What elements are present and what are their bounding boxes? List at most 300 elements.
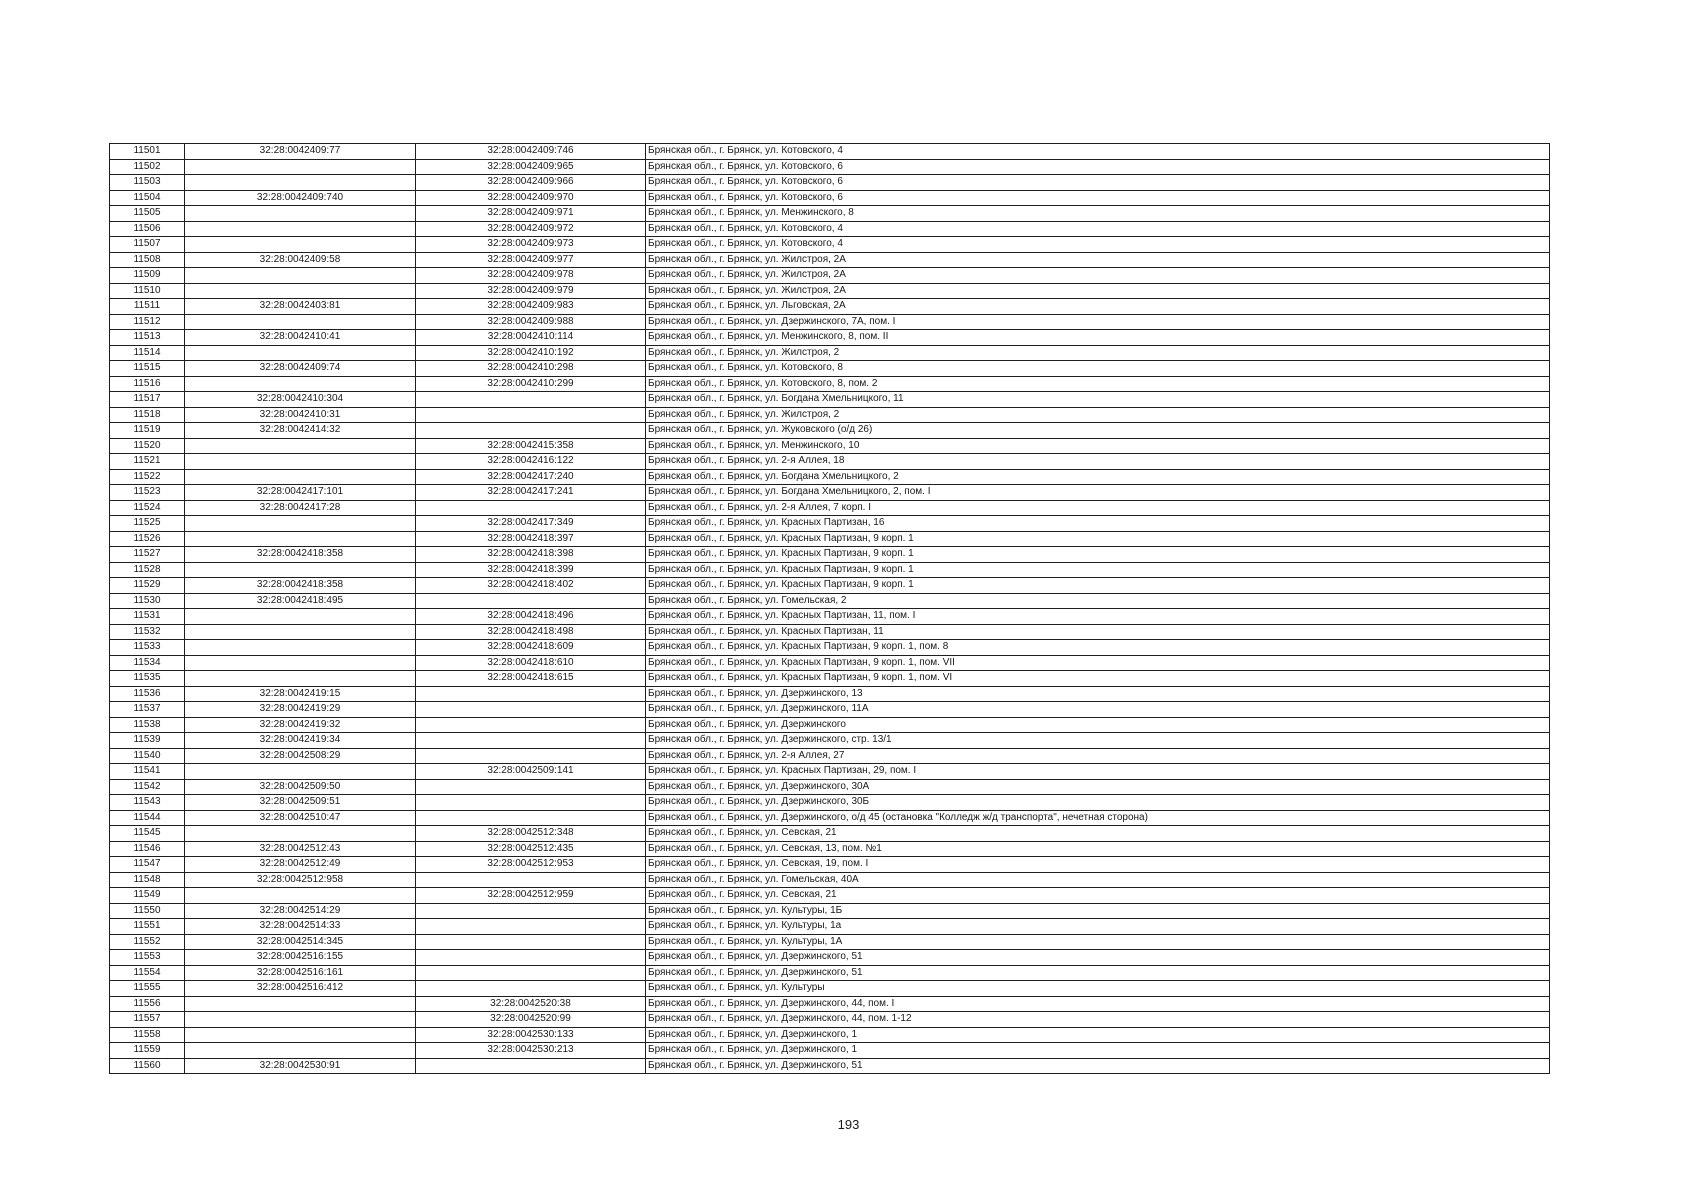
table-row <box>110 996 1550 1012</box>
building-cadastral-number-cell <box>416 795 646 811</box>
row-number-cell: 11540 <box>110 748 185 764</box>
table-row <box>110 795 1550 811</box>
address-cell: Брянская обл., г. Брянск, ул. Дзержинского <box>646 717 1550 733</box>
table-row <box>110 717 1550 733</box>
table-row <box>110 655 1550 671</box>
land-cadastral-number-cell: 32:28:0042418:495 <box>185 593 416 609</box>
address-cell: Брянская обл., г. Брянск, ул. Культуры, 1Б <box>646 903 1550 919</box>
land-cadastral-number-cell <box>185 1012 416 1028</box>
building-cadastral-number-cell: 32:28:0042418:615 <box>416 671 646 687</box>
table-row <box>110 1058 1550 1074</box>
row-number-cell: 11532 <box>110 624 185 640</box>
table-row <box>110 531 1550 547</box>
building-cadastral-number-cell: 32:28:0042512:348 <box>416 826 646 842</box>
row-number-cell: 11560 <box>110 1058 185 1074</box>
row-number-cell: 11511 <box>110 299 185 315</box>
table-body <box>110 144 1550 1074</box>
building-cadastral-number-cell: 32:28:0042418:397 <box>416 531 646 547</box>
row-number-cell: 11544 <box>110 810 185 826</box>
row-number-cell: 11503 <box>110 175 185 191</box>
building-cadastral-number-cell: 32:28:0042409:979 <box>416 283 646 299</box>
land-cadastral-number-cell <box>185 175 416 191</box>
row-number-cell: 11514 <box>110 345 185 361</box>
building-cadastral-number-cell: 32:28:0042512:959 <box>416 888 646 904</box>
table-row <box>110 748 1550 764</box>
address-cell: Брянская обл., г. Брянск, ул. Котовского, 8, пом. 2 <box>646 376 1550 392</box>
address-cell: Брянская обл., г. Брянск, ул. Дзержинского, 30А <box>646 779 1550 795</box>
row-number-cell: 11535 <box>110 671 185 687</box>
land-cadastral-number-cell: 32:28:0042508:29 <box>185 748 416 764</box>
land-cadastral-number-cell <box>185 624 416 640</box>
building-cadastral-number-cell: 32:28:0042417:349 <box>416 516 646 532</box>
address-cell: Брянская обл., г. Брянск, ул. Менжинского, 10 <box>646 438 1550 454</box>
building-cadastral-number-cell <box>416 779 646 795</box>
address-cell: Брянская обл., г. Брянск, ул. Красных Партизан, 29, пом. I <box>646 764 1550 780</box>
building-cadastral-number-cell <box>416 733 646 749</box>
address-cell: Брянская обл., г. Брянск, ул. Дзержинского, 44, пом. I <box>646 996 1550 1012</box>
cadastral-table <box>109 143 1550 1074</box>
row-number-cell: 11528 <box>110 562 185 578</box>
building-cadastral-number-cell: 32:28:0042418:496 <box>416 609 646 625</box>
land-cadastral-number-cell <box>185 345 416 361</box>
table-row <box>110 671 1550 687</box>
land-cadastral-number-cell <box>185 237 416 253</box>
building-cadastral-number-cell <box>416 702 646 718</box>
row-number-cell: 11547 <box>110 857 185 873</box>
building-cadastral-number-cell: 32:28:0042409:978 <box>416 268 646 284</box>
address-cell: Брянская обл., г. Брянск, ул. Жилстроя, 2А <box>646 252 1550 268</box>
table-row <box>110 841 1550 857</box>
table-row <box>110 609 1550 625</box>
table-row <box>110 934 1550 950</box>
address-cell: Брянская обл., г. Брянск, ул. Дзержинского, 1 <box>646 1043 1550 1059</box>
table-row <box>110 1043 1550 1059</box>
land-cadastral-number-cell <box>185 206 416 222</box>
building-cadastral-number-cell: 32:28:0042409:972 <box>416 221 646 237</box>
address-cell: Брянская обл., г. Брянск, ул. 2-я Аллея, 27 <box>646 748 1550 764</box>
row-number-cell: 11505 <box>110 206 185 222</box>
table-row <box>110 206 1550 222</box>
table-row <box>110 981 1550 997</box>
table-row <box>110 686 1550 702</box>
address-cell: Брянская обл., г. Брянск, ул. Красных Партизан, 16 <box>646 516 1550 532</box>
address-cell: Брянская обл., г. Брянск, ул. 2-я Аллея, 7 корп. I <box>646 500 1550 516</box>
building-cadastral-number-cell: 32:28:0042417:241 <box>416 485 646 501</box>
row-number-cell: 11555 <box>110 981 185 997</box>
land-cadastral-number-cell <box>185 826 416 842</box>
land-cadastral-number-cell: 32:28:0042516:412 <box>185 981 416 997</box>
land-cadastral-number-cell <box>185 609 416 625</box>
address-cell: Брянская обл., г. Брянск, ул. Красных Партизан, 9 корп. 1, пом. 8 <box>646 640 1550 656</box>
table-row <box>110 175 1550 191</box>
building-cadastral-number-cell: 32:28:0042409:983 <box>416 299 646 315</box>
row-number-cell: 11545 <box>110 826 185 842</box>
building-cadastral-number-cell <box>416 593 646 609</box>
address-cell: Брянская обл., г. Брянск, ул. Котовского, 4 <box>646 237 1550 253</box>
land-cadastral-number-cell <box>185 516 416 532</box>
address-cell: Брянская обл., г. Брянск, ул. Котовского, 4 <box>646 144 1550 160</box>
land-cadastral-number-cell <box>185 159 416 175</box>
row-number-cell: 11520 <box>110 438 185 454</box>
building-cadastral-number-cell: 32:28:0042417:240 <box>416 469 646 485</box>
row-number-cell: 11510 <box>110 283 185 299</box>
row-number-cell: 11502 <box>110 159 185 175</box>
address-cell: Брянская обл., г. Брянск, ул. Красных Партизан, 11, пом. I <box>646 609 1550 625</box>
address-cell: Брянская обл., г. Брянск, ул. Севская, 13, пом. №1 <box>646 841 1550 857</box>
address-cell: Брянская обл., г. Брянск, ул. Дзержинского, о/д 45 (остановка "Колледж ж/д транспорта", нечетная сторона) <box>646 810 1550 826</box>
land-cadastral-number-cell <box>185 671 416 687</box>
table-row <box>110 810 1550 826</box>
row-number-cell: 11526 <box>110 531 185 547</box>
row-number-cell: 11508 <box>110 252 185 268</box>
table-row <box>110 733 1550 749</box>
table-row <box>110 903 1550 919</box>
building-cadastral-number-cell: 32:28:0042418:399 <box>416 562 646 578</box>
building-cadastral-number-cell: 32:28:0042409:970 <box>416 190 646 206</box>
land-cadastral-number-cell <box>185 1043 416 1059</box>
address-cell: Брянская обл., г. Брянск, ул. Гомельская, 2 <box>646 593 1550 609</box>
table-row <box>110 237 1550 253</box>
building-cadastral-number-cell: 32:28:0042509:141 <box>416 764 646 780</box>
land-cadastral-number-cell: 32:28:0042512:958 <box>185 872 416 888</box>
row-number-cell: 11527 <box>110 547 185 563</box>
address-cell: Брянская обл., г. Брянск, ул. Жилстроя, 2А <box>646 283 1550 299</box>
land-cadastral-number-cell <box>185 764 416 780</box>
row-number-cell: 11524 <box>110 500 185 516</box>
row-number-cell: 11549 <box>110 888 185 904</box>
building-cadastral-number-cell <box>416 810 646 826</box>
row-number-cell: 11523 <box>110 485 185 501</box>
land-cadastral-number-cell: 32:28:0042403:81 <box>185 299 416 315</box>
address-cell: Брянская обл., г. Брянск, ул. Дзержинского, 1 <box>646 1027 1550 1043</box>
row-number-cell: 11558 <box>110 1027 185 1043</box>
address-cell: Брянская обл., г. Брянск, ул. Севская, 21 <box>646 826 1550 842</box>
table-row <box>110 500 1550 516</box>
land-cadastral-number-cell: 32:28:0042516:161 <box>185 965 416 981</box>
address-cell: Брянская обл., г. Брянск, ул. 2-я Аллея, 18 <box>646 454 1550 470</box>
row-number-cell: 11539 <box>110 733 185 749</box>
row-number-cell: 11513 <box>110 330 185 346</box>
table-row <box>110 485 1550 501</box>
table-row <box>110 779 1550 795</box>
address-cell: Брянская обл., г. Брянск, ул. Красных Партизан, 9 корп. 1 <box>646 531 1550 547</box>
address-cell: Брянская обл., г. Брянск, ул. Богдана Хмельницкого, 2, пом. I <box>646 485 1550 501</box>
land-cadastral-number-cell: 32:28:0042514:29 <box>185 903 416 919</box>
table-row <box>110 919 1550 935</box>
table-row <box>110 283 1550 299</box>
table-row <box>110 624 1550 640</box>
address-cell: Брянская обл., г. Брянск, ул. Льговская, 2А <box>646 299 1550 315</box>
address-cell: Брянская обл., г. Брянск, ул. Дзержинского, 7А, пом. I <box>646 314 1550 330</box>
land-cadastral-number-cell: 32:28:0042409:58 <box>185 252 416 268</box>
land-cadastral-number-cell: 32:28:0042417:28 <box>185 500 416 516</box>
land-cadastral-number-cell <box>185 888 416 904</box>
land-cadastral-number-cell <box>185 454 416 470</box>
address-cell: Брянская обл., г. Брянск, ул. Жилстроя, 2 <box>646 345 1550 361</box>
address-cell: Брянская обл., г. Брянск, ул. Дзержинского, 11А <box>646 702 1550 718</box>
address-cell: Брянская обл., г. Брянск, ул. Менжинского, 8 <box>646 206 1550 222</box>
building-cadastral-number-cell: 32:28:0042520:38 <box>416 996 646 1012</box>
table-row <box>110 1012 1550 1028</box>
land-cadastral-number-cell <box>185 221 416 237</box>
building-cadastral-number-cell: 32:28:0042410:192 <box>416 345 646 361</box>
row-number-cell: 11529 <box>110 578 185 594</box>
building-cadastral-number-cell <box>416 423 646 439</box>
building-cadastral-number-cell <box>416 903 646 919</box>
land-cadastral-number-cell <box>185 640 416 656</box>
land-cadastral-number-cell: 32:28:0042514:33 <box>185 919 416 935</box>
land-cadastral-number-cell <box>185 283 416 299</box>
land-cadastral-number-cell <box>185 996 416 1012</box>
row-number-cell: 11531 <box>110 609 185 625</box>
row-number-cell: 11559 <box>110 1043 185 1059</box>
row-number-cell: 11551 <box>110 919 185 935</box>
row-number-cell: 11516 <box>110 376 185 392</box>
row-number-cell: 11536 <box>110 686 185 702</box>
table-row <box>110 221 1550 237</box>
table-row <box>110 516 1550 532</box>
row-number-cell: 11521 <box>110 454 185 470</box>
table-row <box>110 423 1550 439</box>
address-cell: Брянская обл., г. Брянск, ул. Дзержинского, 51 <box>646 950 1550 966</box>
land-cadastral-number-cell: 32:28:0042419:34 <box>185 733 416 749</box>
land-cadastral-number-cell: 32:28:0042509:50 <box>185 779 416 795</box>
address-cell: Брянская обл., г. Брянск, ул. Дзержинского, 30Б <box>646 795 1550 811</box>
table-row <box>110 314 1550 330</box>
address-cell: Брянская обл., г. Брянск, ул. Жилстроя, 2А <box>646 268 1550 284</box>
building-cadastral-number-cell: 32:28:0042409:971 <box>416 206 646 222</box>
table-row <box>110 857 1550 873</box>
land-cadastral-number-cell: 32:28:0042419:29 <box>185 702 416 718</box>
table-row <box>110 888 1550 904</box>
building-cadastral-number-cell: 32:28:0042418:610 <box>416 655 646 671</box>
building-cadastral-number-cell: 32:28:0042409:965 <box>416 159 646 175</box>
address-cell: Брянская обл., г. Брянск, ул. Красных Партизан, 11 <box>646 624 1550 640</box>
table-row <box>110 376 1550 392</box>
address-cell: Брянская обл., г. Брянск, ул. Севская, 19, пом. I <box>646 857 1550 873</box>
table-row <box>110 190 1550 206</box>
land-cadastral-number-cell: 32:28:0042530:91 <box>185 1058 416 1074</box>
building-cadastral-number-cell <box>416 934 646 950</box>
building-cadastral-number-cell: 32:28:0042418:498 <box>416 624 646 640</box>
address-cell: Брянская обл., г. Брянск, ул. Красных Партизан, 9 корп. 1, пом. VI <box>646 671 1550 687</box>
building-cadastral-number-cell: 32:28:0042409:977 <box>416 252 646 268</box>
building-cadastral-number-cell: 32:28:0042520:99 <box>416 1012 646 1028</box>
building-cadastral-number-cell <box>416 1058 646 1074</box>
land-cadastral-number-cell <box>185 469 416 485</box>
address-cell: Брянская обл., г. Брянск, ул. Севская, 21 <box>646 888 1550 904</box>
address-cell: Брянская обл., г. Брянск, ул. Котовского, 6 <box>646 159 1550 175</box>
land-cadastral-number-cell: 32:28:0042419:32 <box>185 717 416 733</box>
row-number-cell: 11548 <box>110 872 185 888</box>
row-number-cell: 11506 <box>110 221 185 237</box>
row-number-cell: 11501 <box>110 144 185 160</box>
building-cadastral-number-cell <box>416 392 646 408</box>
row-number-cell: 11507 <box>110 237 185 253</box>
row-number-cell: 11557 <box>110 1012 185 1028</box>
building-cadastral-number-cell <box>416 919 646 935</box>
row-number-cell: 11522 <box>110 469 185 485</box>
building-cadastral-number-cell <box>416 748 646 764</box>
address-cell: Брянская обл., г. Брянск, ул. Культуры, 1а <box>646 919 1550 935</box>
table-row <box>110 361 1550 377</box>
row-number-cell: 11543 <box>110 795 185 811</box>
row-number-cell: 11515 <box>110 361 185 377</box>
row-number-cell: 11533 <box>110 640 185 656</box>
address-cell: Брянская обл., г. Брянск, ул. Красных Партизан, 9 корп. 1, пом. VII <box>646 655 1550 671</box>
building-cadastral-number-cell: 32:28:0042410:298 <box>416 361 646 377</box>
land-cadastral-number-cell <box>185 314 416 330</box>
building-cadastral-number-cell <box>416 717 646 733</box>
address-cell: Брянская обл., г. Брянск, ул. Красных Партизан, 9 корп. 1 <box>646 578 1550 594</box>
land-cadastral-number-cell: 32:28:0042409:74 <box>185 361 416 377</box>
building-cadastral-number-cell: 32:28:0042512:435 <box>416 841 646 857</box>
address-cell: Брянская обл., г. Брянск, ул. Культуры <box>646 981 1550 997</box>
land-cadastral-number-cell: 32:28:0042414:32 <box>185 423 416 439</box>
building-cadastral-number-cell: 32:28:0042409:973 <box>416 237 646 253</box>
table-row <box>110 469 1550 485</box>
table-row <box>110 593 1550 609</box>
address-cell: Брянская обл., г. Брянск, ул. Дзержинского, 44, пом. 1-12 <box>646 1012 1550 1028</box>
land-cadastral-number-cell: 32:28:0042418:358 <box>185 547 416 563</box>
address-cell: Брянская обл., г. Брянск, ул. Гомельская, 40А <box>646 872 1550 888</box>
row-number-cell: 11553 <box>110 950 185 966</box>
row-number-cell: 11530 <box>110 593 185 609</box>
building-cadastral-number-cell: 32:28:0042409:988 <box>416 314 646 330</box>
building-cadastral-number-cell <box>416 950 646 966</box>
address-cell: Брянская обл., г. Брянск, ул. Богдана Хмельницкого, 11 <box>646 392 1550 408</box>
land-cadastral-number-cell <box>185 1027 416 1043</box>
land-cadastral-number-cell: 32:28:0042418:358 <box>185 578 416 594</box>
table-row <box>110 950 1550 966</box>
address-cell: Брянская обл., г. Брянск, ул. Котовского, 8 <box>646 361 1550 377</box>
row-number-cell: 11552 <box>110 934 185 950</box>
address-cell: Брянская обл., г. Брянск, ул. Красных Партизан, 9 корп. 1 <box>646 547 1550 563</box>
building-cadastral-number-cell: 32:28:0042418:402 <box>416 578 646 594</box>
building-cadastral-number-cell: 32:28:0042409:966 <box>416 175 646 191</box>
table-row <box>110 826 1550 842</box>
building-cadastral-number-cell: 32:28:0042530:133 <box>416 1027 646 1043</box>
table-row <box>110 330 1550 346</box>
table-row <box>110 438 1550 454</box>
row-number-cell: 11509 <box>110 268 185 284</box>
row-number-cell: 11534 <box>110 655 185 671</box>
table-row <box>110 144 1550 160</box>
land-cadastral-number-cell: 32:28:0042512:43 <box>185 841 416 857</box>
building-cadastral-number-cell: 32:28:0042418:398 <box>416 547 646 563</box>
land-cadastral-number-cell <box>185 531 416 547</box>
land-cadastral-number-cell: 32:28:0042410:41 <box>185 330 416 346</box>
row-number-cell: 11538 <box>110 717 185 733</box>
land-cadastral-number-cell: 32:28:0042512:49 <box>185 857 416 873</box>
address-cell: Брянская обл., г. Брянск, ул. Дзержинского, 13 <box>646 686 1550 702</box>
address-cell: Брянская обл., г. Брянск, ул. Жилстроя, 2 <box>646 407 1550 423</box>
building-cadastral-number-cell <box>416 407 646 423</box>
building-cadastral-number-cell <box>416 965 646 981</box>
building-cadastral-number-cell: 32:28:0042512:953 <box>416 857 646 873</box>
address-cell: Брянская обл., г. Брянск, ул. Красных Партизан, 9 корп. 1 <box>646 562 1550 578</box>
table-row <box>110 159 1550 175</box>
row-number-cell: 11537 <box>110 702 185 718</box>
address-cell: Брянская обл., г. Брянск, ул. Богдана Хмельницкого, 2 <box>646 469 1550 485</box>
building-cadastral-number-cell <box>416 686 646 702</box>
land-cadastral-number-cell: 32:28:0042516:155 <box>185 950 416 966</box>
building-cadastral-number-cell <box>416 981 646 997</box>
land-cadastral-number-cell: 32:28:0042409:77 <box>185 144 416 160</box>
row-number-cell: 11550 <box>110 903 185 919</box>
address-cell: Брянская обл., г. Брянск, ул. Котовского, 6 <box>646 190 1550 206</box>
row-number-cell: 11541 <box>110 764 185 780</box>
building-cadastral-number-cell: 32:28:0042418:609 <box>416 640 646 656</box>
building-cadastral-number-cell: 32:28:0042410:114 <box>416 330 646 346</box>
land-cadastral-number-cell <box>185 268 416 284</box>
table-row <box>110 764 1550 780</box>
row-number-cell: 11519 <box>110 423 185 439</box>
table-row <box>110 407 1550 423</box>
table-row <box>110 392 1550 408</box>
building-cadastral-number-cell: 32:28:0042410:299 <box>416 376 646 392</box>
row-number-cell: 11518 <box>110 407 185 423</box>
table-row <box>110 640 1550 656</box>
table-row <box>110 345 1550 361</box>
table-row <box>110 562 1550 578</box>
building-cadastral-number-cell: 32:28:0042530:213 <box>416 1043 646 1059</box>
address-cell: Брянская обл., г. Брянск, ул. Котовского, 6 <box>646 175 1550 191</box>
land-cadastral-number-cell <box>185 655 416 671</box>
row-number-cell: 11542 <box>110 779 185 795</box>
row-number-cell: 11517 <box>110 392 185 408</box>
building-cadastral-number-cell: 32:28:0042415:358 <box>416 438 646 454</box>
address-cell: Брянская обл., г. Брянск, ул. Менжинского, 8, пом. II <box>646 330 1550 346</box>
table-row <box>110 299 1550 315</box>
land-cadastral-number-cell: 32:28:0042510:47 <box>185 810 416 826</box>
row-number-cell: 11556 <box>110 996 185 1012</box>
row-number-cell: 11546 <box>110 841 185 857</box>
address-cell: Брянская обл., г. Брянск, ул. Котовского, 4 <box>646 221 1550 237</box>
land-cadastral-number-cell: 32:28:0042409:740 <box>185 190 416 206</box>
address-cell: Брянская обл., г. Брянск, ул. Дзержинского, стр. 13/1 <box>646 733 1550 749</box>
land-cadastral-number-cell <box>185 562 416 578</box>
table-row <box>110 454 1550 470</box>
building-cadastral-number-cell: 32:28:0042416:122 <box>416 454 646 470</box>
land-cadastral-number-cell <box>185 376 416 392</box>
row-number-cell: 11512 <box>110 314 185 330</box>
table-row <box>110 702 1550 718</box>
address-cell: Брянская обл., г. Брянск, ул. Дзержинского, 51 <box>646 1058 1550 1074</box>
table-row <box>110 578 1550 594</box>
row-number-cell: 11554 <box>110 965 185 981</box>
row-number-cell: 11504 <box>110 190 185 206</box>
building-cadastral-number-cell <box>416 500 646 516</box>
land-cadastral-number-cell: 32:28:0042417:101 <box>185 485 416 501</box>
table-row <box>110 965 1550 981</box>
land-cadastral-number-cell: 32:28:0042419:15 <box>185 686 416 702</box>
row-number-cell: 11525 <box>110 516 185 532</box>
land-cadastral-number-cell: 32:28:0042410:304 <box>185 392 416 408</box>
table-row <box>110 1027 1550 1043</box>
table-row <box>110 872 1550 888</box>
land-cadastral-number-cell: 32:28:0042410:31 <box>185 407 416 423</box>
building-cadastral-number-cell <box>416 872 646 888</box>
table-row <box>110 252 1550 268</box>
table-row <box>110 268 1550 284</box>
land-cadastral-number-cell <box>185 438 416 454</box>
building-cadastral-number-cell: 32:28:0042409:746 <box>416 144 646 160</box>
address-cell: Брянская обл., г. Брянск, ул. Культуры, 1А <box>646 934 1550 950</box>
land-cadastral-number-cell: 32:28:0042509:51 <box>185 795 416 811</box>
page-number: 193 <box>837 1117 860 1132</box>
address-cell: Брянская обл., г. Брянск, ул. Дзержинского, 51 <box>646 965 1550 981</box>
